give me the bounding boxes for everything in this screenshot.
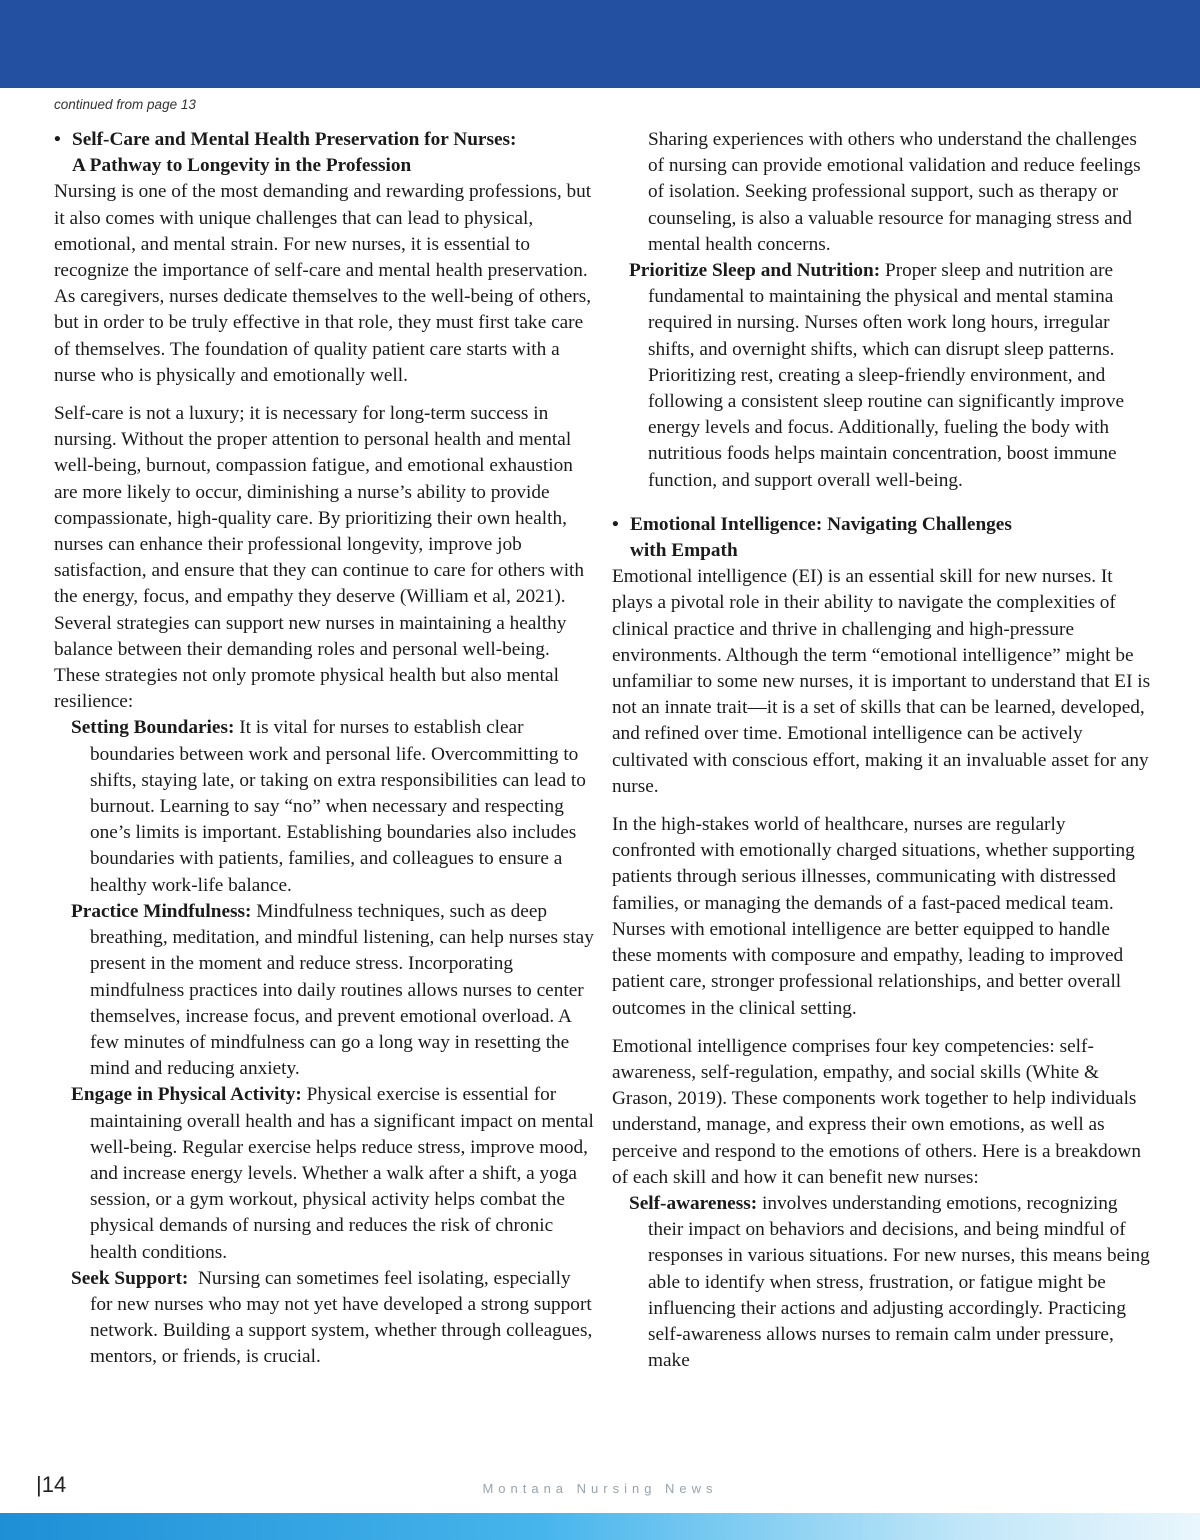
ei-paragraph-2: In the high-stakes world of healthcare, nurses are regularly confronted with emotionally charged situations, whether supporting patients through serious illnesses, communicating with distressed families, or managing the demands of a fast-paced medical team. Nurses with emotional intelligence are better equipped to handle these moments with composure and empathy, leading to improved patient care, stronger professional relationships, and better overall outcomes in the clinical setting.: [612, 814, 1135, 1019]
strategy-item-sleep-nutrition: [612, 258, 1152, 494]
ei-paragraph-1: Emotional intelligence (EI) is an essential skill for new nurses. It plays a pivotal role in their ability to navigate the complexities of clinical practice and thrive in challenging and high-pressure environments. Although the term “emotional intelligence” might be unfamiliar to some new nurses, it is important to understand that EI is not an innate trait—it is a set of skills that can be learned, developed, and refined over time. Emotional intelligence can be actively cultivated with conscious effort, making it an invaluable asset for any nurse.: [612, 566, 1151, 797]
publication-title: Montana Nursing News: [482, 1481, 718, 1496]
heading-line-1: Self-Care and Mental Health Preservation for Nurses:: [72, 129, 517, 150]
strategy-term: Practice Mindfulness:: [71, 900, 252, 922]
strategy-term: Setting Boundaries:: [71, 717, 235, 739]
section-heading-self-care: [54, 127, 594, 179]
continued-note: continued from page 13: [54, 97, 196, 112]
strategy-text: Nursing can sometimes feel isolating, especially for new nurses who may not yet have developed a strong support network. Building a support system, whether through colleagues, mentors, or friends, is crucial.: [90, 1267, 593, 1368]
page-number-value: 14: [41, 1472, 67, 1497]
competency-term: Self-awareness:: [629, 1192, 758, 1214]
left-column: [54, 127, 594, 1371]
strategy-item-physical-activity: [54, 1082, 594, 1265]
heading-line-2: A Pathway to Longevity in the Profession: [72, 155, 412, 177]
section-heading-emotional-intelligence: [612, 512, 1152, 564]
strategy-item-mindfulness: [54, 899, 594, 1082]
strategy-term: Prioritize Sleep and Nutrition:: [629, 260, 881, 282]
self-care-paragraph-1: Nursing is one of the most demanding and rewarding professions, but it also comes with unique challenges that can lead to physical, emotional, and mental strain. For new nurses, it is essential to recognize the importance of self-care and mental health preservation. As caregivers, nurses dedicate themselves to the well-being of others, but in order to be truly effective in that role, they must first take care of themselves. The foundation of quality patient care starts with a nurse who is physically and emotionally well.: [54, 181, 592, 386]
header-band: [0, 0, 1200, 88]
strategy-text: It is vital for nurses to establish clear boundaries between work and personal life. Overcommitting to shifts, staying late, or taking on extra responsibilities can lead to burnout. Learning to say “no” when necessary and respecting one’s limits is important. Establishing boundaries also includes boundaries with patients, families, and colleagues to ensure a healthy work-life balance.: [90, 717, 586, 896]
competency-text: involves understanding emotions, recognizing their impact on behaviors and decisions, and being mindful of responses in various situations. For new nurses, this means being able to identify when stress, frustration, or fatigue might be influencing their actions and adjusting accordingly. Practicing self-awareness allows nurses to remain calm under pressure, make: [648, 1192, 1150, 1372]
strategy-text: Physical exercise is essential for maintaining overall health and has a significant impact on mental well-being. Regular exercise helps reduce stress, improve mood, and increase energy levels. Whether a walk after a shift, a yoga session, or a gym workout, physical activity helps combat the physical demands of nursing and reduces the risk of chronic health conditions.: [90, 1084, 594, 1263]
strategy-term: Seek Support:: [71, 1267, 189, 1289]
strategy-item-boundaries: [54, 715, 594, 898]
strategy-term: Engage in Physical Activity:: [71, 1084, 302, 1106]
strategy-item-support: [54, 1266, 594, 1371]
right-column: [612, 127, 1152, 1374]
heading-line-2: with Empath: [630, 540, 738, 562]
bullet-icon: •: [612, 513, 619, 535]
bullet-icon: •: [54, 129, 61, 150]
competency-item-self-awareness: [612, 1191, 1152, 1374]
strategy-text: Proper sleep and nutrition are fundamental to maintaining the physical and mental stamina required in nursing. Nurses often work long hours, irregular shifts, and overnight shifts, which can disrupt sleep patterns. Prioritizing rest, creating a sleep-friendly environment, and following a consistent sleep routine can significantly improve energy levels and focus. Additionally, fueling the body with nutritious foods helps maintain concentration, boost immune function, and support overall well-being.: [648, 260, 1125, 491]
strategy-text: Mindfulness techniques, such as deep breathing, meditation, and mindful listening, can help nurses stay present in the moment and reduce stress. Incorporating mindfulness practices into daily routines allows nurses to center themselves, increase focus, and prevent emotional overload. A few minutes of mindfulness can go a long way in resetting the mind and reducing anxiety.: [90, 900, 594, 1080]
ei-paragraph-3: Emotional intelligence comprises four key competencies: self-awareness, self-regulation, empathy, and social skills (White & Grason, 2019). These components work together to help individuals understand, manage, and express their own emotions, as well as perceive and respond to the emotions of others. Here is a breakdown of each skill and how it can benefit new nurses:: [612, 1035, 1141, 1188]
heading-line-1: Emotional Intelligence: Navigating Challenges: [630, 513, 1012, 535]
page-number: |14: [36, 1472, 67, 1497]
support-continued-paragraph: Sharing experiences with others who understand the challenges of nursing can provide emotional validation and reduce feelings of isolation. Seeking professional support, such as therapy or counseling, is also a valuable resource for managing stress and mental health concerns.: [648, 129, 1141, 255]
footer-band: [0, 1513, 1200, 1540]
self-care-paragraph-2: Self-care is not a luxury; it is necessary for long-term success in nursing. Without the proper attention to personal health and mental well-being, burnout, compassion fatigue, and emotional exhaustion are more likely to occur, diminishing a nurse’s ability to provide compassionate, high-quality care. By prioritizing their own health, nurses can enhance their professional longevity, improve job satisfaction, and ensure that they can continue to care for others with the energy, focus, and empathy they deserve (William et al, 2021). Several strategies can support new nurses in maintaining a healthy balance between their demanding roles and personal well-being. These strategies not only promote physical health but also mental resilience:: [54, 403, 585, 713]
